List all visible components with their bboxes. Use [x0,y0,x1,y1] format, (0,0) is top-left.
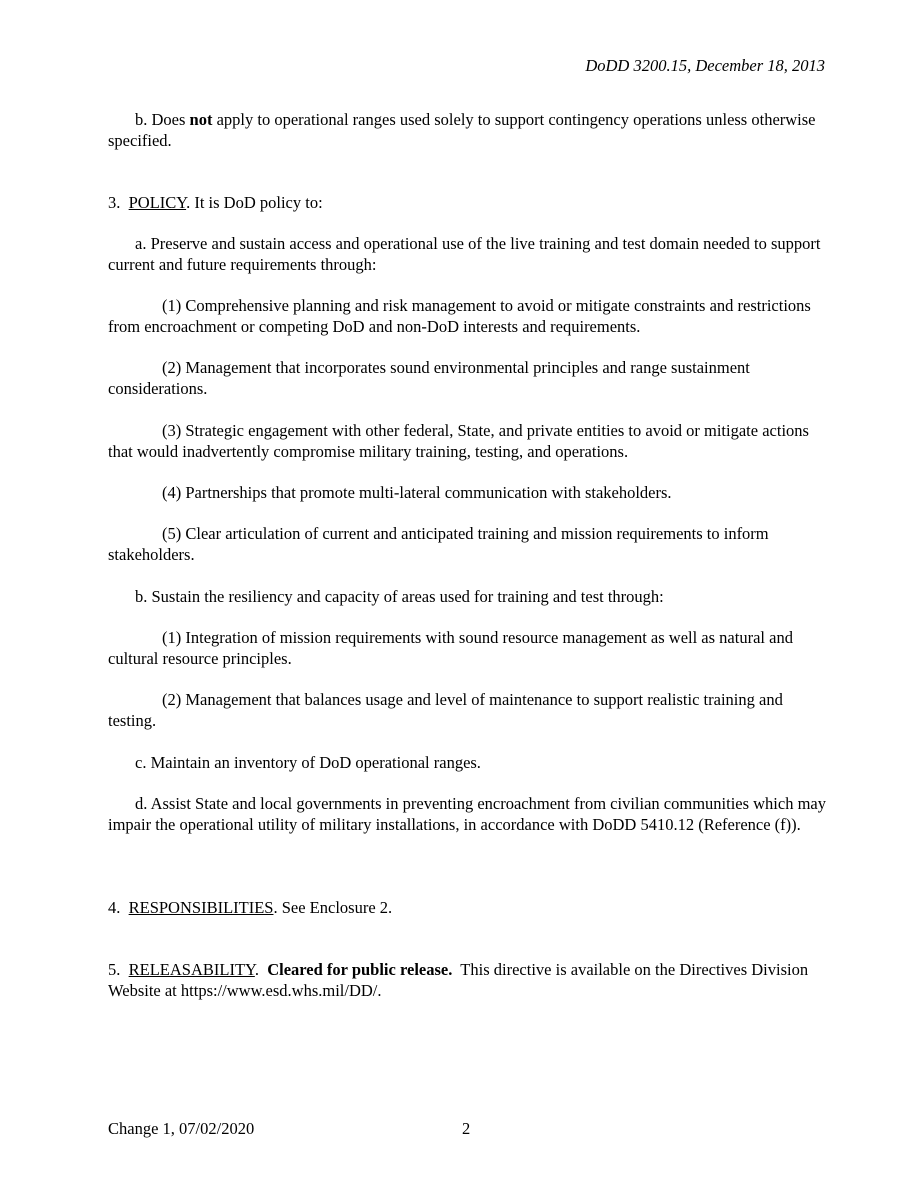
section-4-title: RESPONSIBILITIES [128,898,274,917]
section-5-title: RELEASABILITY [128,960,255,979]
paragraph-3a-5: (5) Clear articulation of current and anticipated training and mission requirements to inform stakeholders. [108,524,769,564]
paragraph-2b-rest: apply to operational ranges used solely to support contingency operations unless otherwise specified. [108,110,816,150]
paragraph-3b-1: (1) Integration of mission requirements with sound resource management as well as natural and cultural resource principles. [108,628,793,668]
paragraph-3a: a. Preserve and sustain access and operational use of the live training and test domain needed to support current and future requirements through: [108,234,821,274]
section-4-text: . See Enclosure 2. [273,898,393,917]
page-number: 2 [462,1119,471,1138]
section-5-text: This directive is available on the Directives Division Website at https://www.esd.whs.mil/DD/. [108,960,812,1000]
section-5-bold: Cleared for public release. [267,960,453,979]
paragraph-3a-1: (1) Comprehensive planning and risk management to avoid or mitigate constraints and restrictions from encroachment or competing DoD and non-DoD interests and requirements. [108,296,811,336]
paragraph-2b [108,109,828,151]
paragraph-3a-3: (3) Strategic engagement with other federal, State, and private entities to avoid or mitigate actions that would inadvertently compromise military training, testing, and operations. [108,421,809,461]
paragraph-3a-2: (2) Management that incorporates sound environmental principles and range sustainment considerations. [108,358,750,398]
paragraph-3b-2: (2) Management that balances usage and level of maintenance to support realistic training and testing. [108,690,783,730]
section-3-intro: . It is DoD policy to: [186,193,323,212]
footer-change: Change 1, 07/02/2020 [108,1119,255,1138]
paragraph-2b-bold: not [189,110,213,129]
section-3-number: 3. [108,193,121,212]
section-5-number: 5. [108,960,121,979]
section-3-title: POLICY [128,193,187,212]
paragraph-3d: d. Assist State and local governments in preventing encroachment from civilian communities which may impair the operational utility of military installations, in accordance with DoDD 5410.12 (Reference (f)). [108,794,827,834]
paragraph-3a-4: (4) Partnerships that promote multi-lateral communication with stakeholders. [162,483,672,502]
section-4-number: 4. [108,898,121,917]
document-header: DoDD 3200.15, December 18, 2013 [585,56,825,75]
section-3-heading [108,192,828,213]
paragraph-3c: c. Maintain an inventory of DoD operational ranges. [135,753,481,772]
section-5-sep: . [254,960,268,979]
section-4 [108,897,828,918]
section-5 [108,959,828,1001]
paragraph-3b: b. Sustain the resiliency and capacity of areas used for training and test through: [135,587,664,606]
paragraph-2b-lead: b. Does [135,110,190,129]
